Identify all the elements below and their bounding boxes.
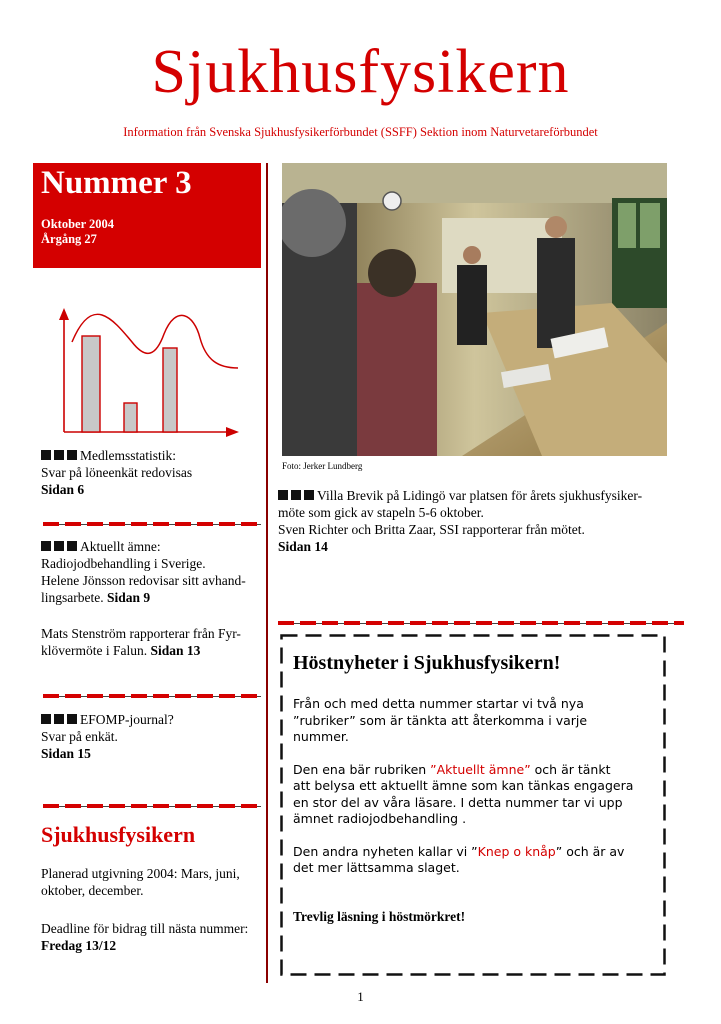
news-line: Från och med detta nummer startar vi två nya <box>293 696 584 711</box>
sidebar-item-report <box>41 625 263 659</box>
schedule-line: Planerad utgivning 2004: Mars, juni, <box>41 866 240 881</box>
news-text: Den ena bär rubriken <box>293 761 431 777</box>
news-highlight: ”Aktuellt ämne” <box>430 761 531 777</box>
news-highlight: Knep o knåp <box>477 843 556 859</box>
news-line: en stor del av våra läsare. I detta nummer tar vi upp <box>293 794 623 810</box>
schedule-line: oktober, december. <box>41 883 144 898</box>
item-text: Svar på enkät. <box>41 729 118 744</box>
feature-line: Sven Richter och Britta Zaar, SSI rapporterar från mötet. <box>278 522 585 537</box>
item-title: Medlemsstatistik: <box>80 448 176 463</box>
illustration-y-arrow <box>59 308 69 320</box>
item-line: Helene Jönsson redovisar sitt avhand- <box>41 573 246 588</box>
item-text: Svar på löneenkät redovisas <box>41 465 193 480</box>
sidebar-section-title: Sjukhusfysikern <box>41 822 196 847</box>
news-text: Den andra nyheten kallar vi ” <box>293 843 478 859</box>
news-line: att belysa ett aktuellt ämne som kan tänkas engagera <box>293 778 634 793</box>
column-divider <box>266 163 268 983</box>
masthead-title: Sjukhusfysikern <box>151 38 570 106</box>
item-page: Sidan 13 <box>150 643 201 658</box>
item-line: Mats Stenström rapporterar från Fyr- <box>41 626 241 641</box>
bullet-square <box>304 490 314 500</box>
news-line: ”rubriker” som är tänkta att återkomma i varje <box>293 712 588 728</box>
statistics-illustration <box>50 298 250 438</box>
item-page: Sidan 15 <box>41 746 91 761</box>
feature-line: Villa Brevik på Lidingö var platsen för årets sjukhusfysiker- <box>317 488 643 503</box>
news-text: ” och är av <box>555 843 625 859</box>
deadline-info <box>41 920 269 954</box>
section-divider <box>43 694 261 698</box>
illustration-x-arrow <box>226 427 239 437</box>
issue-date-block <box>41 217 114 247</box>
news-body <box>293 696 653 877</box>
bullet-square <box>41 714 51 724</box>
publication-schedule <box>41 865 263 899</box>
bullet-square <box>54 541 64 551</box>
feature-page: Sidan 14 <box>278 539 328 554</box>
news-closing: Trevlig läsning i höstmörkret! <box>293 908 466 924</box>
item-page: Sidan 6 <box>41 482 85 497</box>
meeting-photo-illustration <box>282 163 667 456</box>
bullet-square <box>291 490 301 500</box>
issue-volume: Årgång 27 <box>41 232 97 246</box>
bullet-square <box>67 541 77 551</box>
sidebar-item-efomp <box>41 711 263 762</box>
item-line: Radiojodbehandling i Sverige. <box>41 556 206 571</box>
bullet-square <box>67 714 77 724</box>
issue-box <box>33 163 261 268</box>
item-page: Sidan 9 <box>106 590 151 605</box>
news-line: det mer lättsamma slaget. <box>293 860 460 875</box>
deadline-text: Deadline för bidrag till nästa nummer: <box>41 921 249 936</box>
illustration-bar-1 <box>82 336 100 432</box>
news-text: och är tänkt <box>530 761 611 777</box>
deadline-date: Fredag 13/12 <box>41 938 117 953</box>
item-line: klövermöte i Falun. <box>41 643 148 658</box>
feature-line: möte som gick av stapeln 5-6 oktober. <box>278 505 484 520</box>
issue-number: Nummer 3 <box>41 165 192 201</box>
illustration-bar-2 <box>124 403 137 432</box>
news-box <box>293 650 653 925</box>
news-p2 <box>293 762 653 828</box>
illustration-bar-3 <box>163 348 177 432</box>
masthead-subtitle: Information från Svenska Sjukhusfysikerförbundet (SSFF) Sektion inom Naturvetareförbundet <box>123 125 598 139</box>
bullet-square <box>278 490 288 500</box>
feature-caption <box>278 487 678 555</box>
sidebar-item-current-topic <box>41 538 263 606</box>
sidebar-item-membership <box>41 447 263 498</box>
bullet-square <box>41 541 51 551</box>
news-p3 <box>293 844 653 877</box>
photo-credit: Foto: Jerker Lundberg <box>282 461 363 471</box>
bullet-square <box>54 450 64 460</box>
item-title: Aktuellt ämne: <box>80 539 161 554</box>
news-p1 <box>293 696 653 746</box>
page-number: 1 <box>357 989 364 1004</box>
section-divider <box>278 621 684 625</box>
section-divider <box>43 522 261 526</box>
section-divider <box>43 804 261 808</box>
bullet-square <box>67 450 77 460</box>
meeting-photo <box>282 163 667 456</box>
item-line: lingsarbete. <box>41 590 104 605</box>
bullet-square <box>41 450 51 460</box>
news-line: nummer. <box>293 729 349 744</box>
item-title: EFOMP-journal? <box>80 712 174 727</box>
news-heading: Höstnyheter i Sjukhusfysikern! <box>293 652 561 674</box>
issue-date: Oktober 2004 <box>41 217 115 231</box>
bullet-square <box>54 714 64 724</box>
news-line: ämnet radiojodbehandling . <box>293 811 467 826</box>
